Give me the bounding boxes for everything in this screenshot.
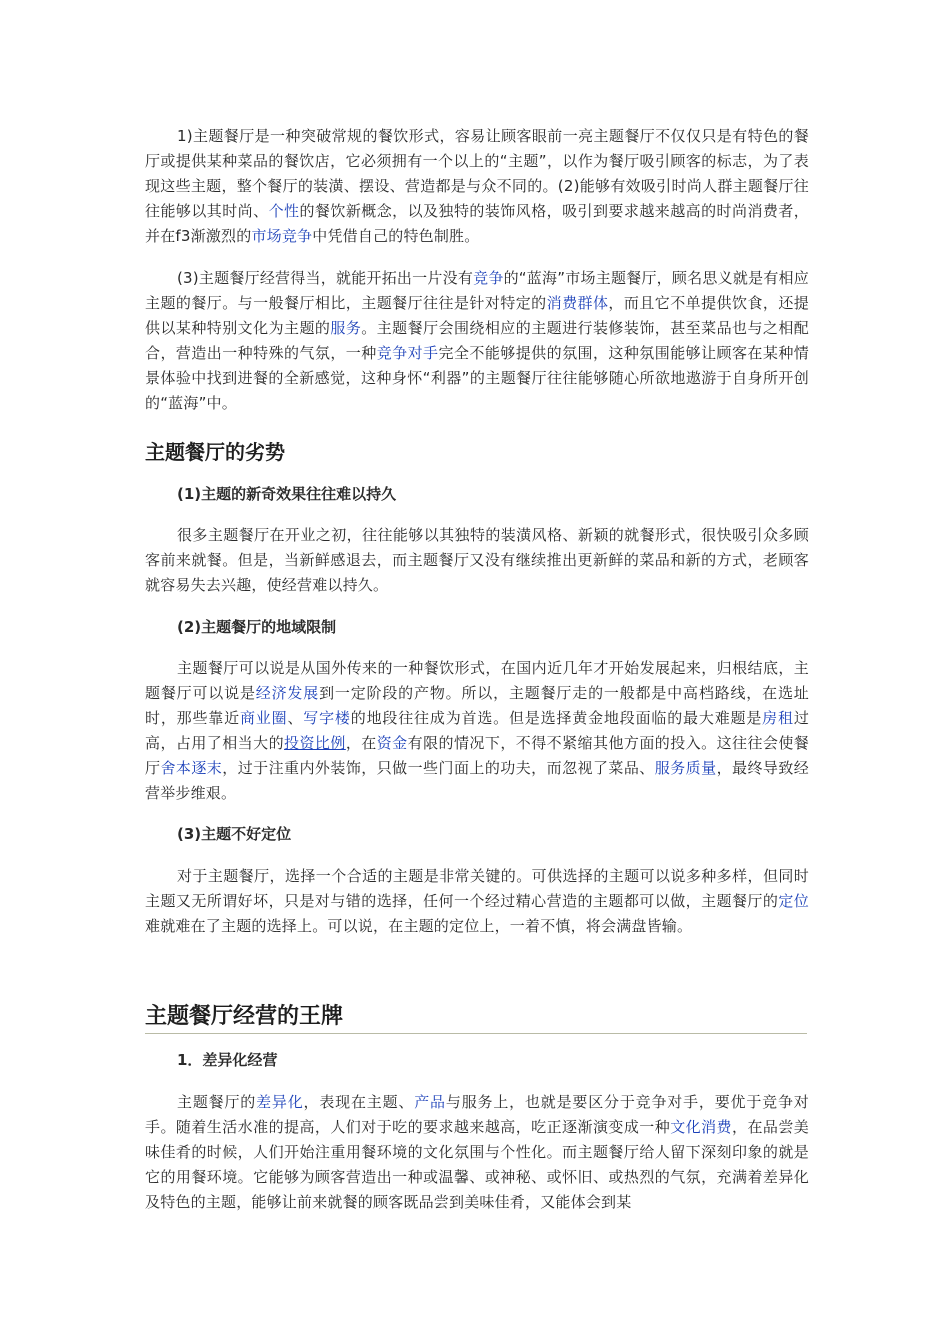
heading-trump-card xyxy=(145,1002,809,1034)
link-economic-development[interactable]: 经济发展 xyxy=(255,684,320,702)
heading-disadvantages xyxy=(145,438,809,466)
text-run: ，在 xyxy=(345,734,377,752)
link-rent[interactable]: 房租 xyxy=(762,709,794,727)
text-run: 的“蓝海”市场主题餐厅，顾名思义就是有相应主题的餐厅。与一般餐厅相比，主题餐厅往往是针对特定的 xyxy=(145,269,809,312)
paragraph-body: 很多主题餐厅在开业之初，往往能够以其独特的装潢风格、新颖的就餐形式，很快吸引众多顾客前来就餐。但是，当新鲜感退去，而主题餐厅又没有继续推出更新鲜的菜品和新的方式，老顾客就容易失去兴趣，使经营难以持久。 xyxy=(145,526,809,594)
text-run: 的餐饮新概念，以及独特的装饰风格，吸引到要求越来越高的时尚消费者，并在f3渐激烈的 xyxy=(145,202,809,245)
link-put-cart-before-horse[interactable]: 舍本逐末 xyxy=(160,759,223,777)
link-consumer-group[interactable]: 消费群体 xyxy=(546,294,609,312)
link-competition[interactable]: 竞争 xyxy=(473,269,504,287)
text-run: 中凭借自己的特色制胜。 xyxy=(312,227,480,245)
link-gexing[interactable]: 个性 xyxy=(268,202,300,220)
paragraph-novelty xyxy=(145,523,809,598)
paragraph-body xyxy=(145,124,809,249)
section-heading: 主题餐厅经营的王牌 xyxy=(145,1004,344,1029)
paragraph-body xyxy=(145,656,809,806)
text-run: 主题餐厅的 xyxy=(177,1093,257,1111)
text-run: ，在品尝美味佳肴的时候，人们开始注重用餐环境的文化氛围与个性化。而主题餐厅给人留下深刻印象的就是它的用餐环境。它能够为顾客营造出一种或温馨、或神秘、或怀旧、或热烈的气氛，充满着差异化及特色的主题，能够让前来就餐的顾客既品尝到美味佳肴，又能体会到某 xyxy=(145,1118,809,1211)
paragraph-body xyxy=(145,864,809,939)
text-run: 主题餐厅可以说是从国外传来的一种餐饮形式，在国内近几年才开始发展起来，归根结底，主题餐厅可以说是 xyxy=(145,659,809,702)
link-funds[interactable]: 资金 xyxy=(376,734,408,752)
link-service[interactable]: 服务 xyxy=(330,319,362,337)
paragraph-intro-advantages xyxy=(145,124,809,249)
subheading: (1)主题的新奇效果往往难以持久 xyxy=(177,485,397,503)
link-competitor[interactable]: 竞争对手 xyxy=(376,344,439,362)
link-office-building[interactable]: 写字楼 xyxy=(303,709,351,727)
text-run: 对于主题餐厅，选择一个合适的主题是非常关键的。可供选择的主题可以说多种多样，但同时主题又无所谓好坏，只是对与错的选择，任何一个经过精心营造的主题都可以做，主题餐厅的 xyxy=(145,867,809,910)
subheading-location xyxy=(145,616,809,638)
subheading-novelty xyxy=(145,483,809,505)
heading-underline xyxy=(145,1033,807,1034)
text-run: 难就难在了主题的选择上。可以说，在主题的定位上，一着不慎，将会满盘皆输。 xyxy=(145,917,693,935)
text-run: 1)主题餐厅是一种突破常规的餐饮形式，容易让顾客眼前一亮主题餐厅不仅仅只是有特色的餐厅或提供某种菜品的餐饮店，它必须拥有一个以上的“主题”，以作为餐厅吸引顾客的标志，为了表现这些主题，整个餐厅的装潢、摆设、营造都是与众不同的。(2)能够有效吸引时尚人群主题餐厅往往能够以其时尚、 xyxy=(145,127,809,220)
text-run: 、 xyxy=(287,709,304,727)
link-market-competition[interactable]: 市场竞争 xyxy=(251,227,313,245)
subheading: (2)主题餐厅的地域限制 xyxy=(177,618,337,636)
text-run: 过高，占用了相当大的 xyxy=(145,709,810,752)
text-run: ，表现在主题、 xyxy=(303,1093,415,1111)
paragraph-location xyxy=(145,656,809,806)
text-run: 到一定阶段的产物。所以，主题餐厅走的一般都是中高档路线，在选址时，那些靠近 xyxy=(145,684,809,727)
link-product[interactable]: 产品 xyxy=(414,1093,446,1111)
text-run: ，过于注重内外装饰，只做一些门面上的功夫，而忽视了菜品、 xyxy=(222,759,655,777)
subheading-differentiation xyxy=(145,1049,809,1071)
subheading: (3)主题不好定位 xyxy=(177,825,292,843)
paragraph-differentiation xyxy=(145,1090,809,1215)
subheading-positioning xyxy=(145,823,809,845)
text-run: 的地段往往成为首选。但是选择黄金地段面临的最大难题是 xyxy=(350,709,763,727)
text-run: (3)主题餐厅经营得当，就能开拓出一片没有 xyxy=(177,269,474,287)
link-business-district[interactable]: 商业圈 xyxy=(239,709,288,727)
paragraph-blue-ocean xyxy=(145,266,809,416)
section-heading: 主题餐厅的劣势 xyxy=(145,440,285,464)
link-cultural-consumption[interactable]: 文化消费 xyxy=(670,1118,732,1136)
link-positioning[interactable]: 定位 xyxy=(778,892,809,910)
link-investment-ratio[interactable]: 投资比例 xyxy=(284,734,346,752)
subheading: 1．差异化经营 xyxy=(177,1051,278,1069)
text-run: 。主题餐厅会围绕相应的主题进行装修装饰，甚至菜品也与之相配合，营造出一种特殊的气氛，一种 xyxy=(145,319,810,362)
text-run: ，最终导致经营举步维艰。 xyxy=(145,759,809,802)
text-run: 与服务上，也就是要区分于竞争对手，要优于竞争对手。随着生活水准的提高，人们对于吃的要求越来越高，吃正逐渐演变成一种 xyxy=(145,1093,809,1136)
paragraph-body xyxy=(145,1090,809,1215)
paragraph-body xyxy=(145,266,809,416)
text-run: ，而且它不单提供饮食，还提供以某种特别文化为主题的 xyxy=(145,294,809,337)
paragraph-positioning xyxy=(145,864,809,939)
link-service-quality[interactable]: 服务质量 xyxy=(654,759,717,777)
link-differentiation[interactable]: 差异化 xyxy=(256,1093,304,1111)
text-run: 有限的情况下，不得不紧缩其他方面的投入。这往往会使餐厅 xyxy=(145,734,810,777)
text-run: 完全不能够提供的氛围，这种氛围能够让顾客在某种情景体验中找到进餐的全新感觉，这种身怀“利器”的主题餐厅往往能够随心所欲地遨游于自身所开创的“蓝海”中。 xyxy=(145,344,809,412)
